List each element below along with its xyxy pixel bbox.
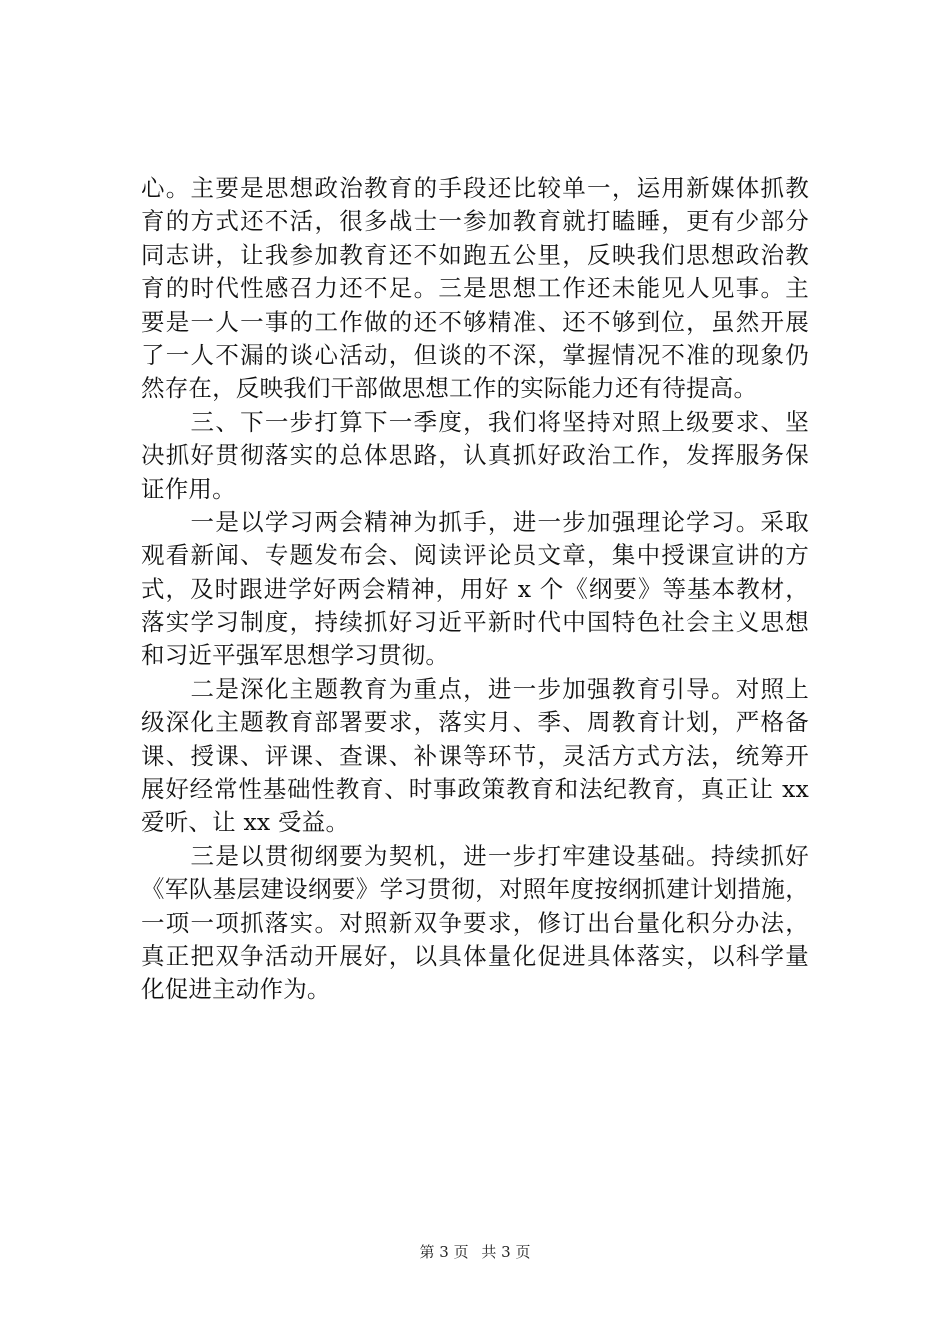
text-line: 式，及时跟进学好两会精神，用好 x 个《纲要》等基本教材， <box>141 574 809 603</box>
text-line: 爱听、让 xx 受益。 <box>141 808 350 837</box>
text-line: 然存在，反映我们干部做思想工作的实际能力还有待提高。 <box>141 374 758 403</box>
text-line: 三、下一步打算下一季度，我们将坚持对照上级要求、坚 <box>141 407 809 436</box>
text-line: 一项一项抓落实。对照新双争要求，修订出台量化积分办法， <box>141 908 809 937</box>
text-line: 心。主要是思想政治教育的手段还比较单一，运用新媒体抓教 <box>141 174 809 202</box>
text-line: 决抓好贯彻落实的总体思路，认真抓好政治工作，发挥服务保 <box>141 441 809 470</box>
text-line: 落实学习制度，持续抓好习近平新时代中国特色社会主义思想 <box>141 608 809 637</box>
page-number: 第 3 页 <box>419 1243 469 1261</box>
text-line: 和习近平强军思想学习贯彻。 <box>141 641 450 670</box>
text-line: 要是一人一事的工作做的还不够精准、还不够到位，虽然开展 <box>141 307 809 336</box>
text-line: 《军队基层建设纲要》学习贯彻，对照年度按纲抓建计划措施， <box>141 875 809 904</box>
text-line: 同志讲，让我参加教育还不如跑五公里，反映我们思想政治教 <box>141 240 809 269</box>
text-line: 育的方式还不活，很多战士一参加教育就打瞌睡，更有少部分 <box>141 207 809 236</box>
page-footer <box>0 1242 950 1262</box>
text-line: 育的时代性感召力还不足。三是思想工作还未能见人见事。主 <box>141 274 809 303</box>
text-line: 展好经常性基础性教育、时事政策教育和法纪教育，真正让 xx <box>141 775 809 804</box>
page-total: 共 3 页 <box>481 1243 531 1261</box>
text-line: 真正把双争活动开展好，以具体量化促进具体落实，以科学量 <box>141 941 809 970</box>
text-line: 一是以学习两会精神为抓手，进一步加强理论学习。采取 <box>141 507 809 536</box>
text-line: 三是以贯彻纲要为契机，进一步打牢建设基础。持续抓好 <box>141 841 809 870</box>
text-line: 证作用。 <box>141 474 236 503</box>
text-line: 课、授课、评课、查课、补课等环节，灵活方式方法，统筹开 <box>141 741 809 770</box>
text-line: 二是深化主题教育为重点，进一步加强教育引导。对照上 <box>141 674 809 703</box>
text-line: 化促进主动作为。 <box>141 975 331 1004</box>
text-line: 了一人不漏的谈心活动，但谈的不深，掌握情况不准的现象仍 <box>141 340 809 369</box>
text-line: 观看新闻、专题发布会、阅读评论员文章，集中授课宣讲的方 <box>141 541 809 570</box>
text-line: 级深化主题教育部署要求，落实月、季、周教育计划，严格备 <box>141 708 809 737</box>
document-body <box>141 172 809 1007</box>
